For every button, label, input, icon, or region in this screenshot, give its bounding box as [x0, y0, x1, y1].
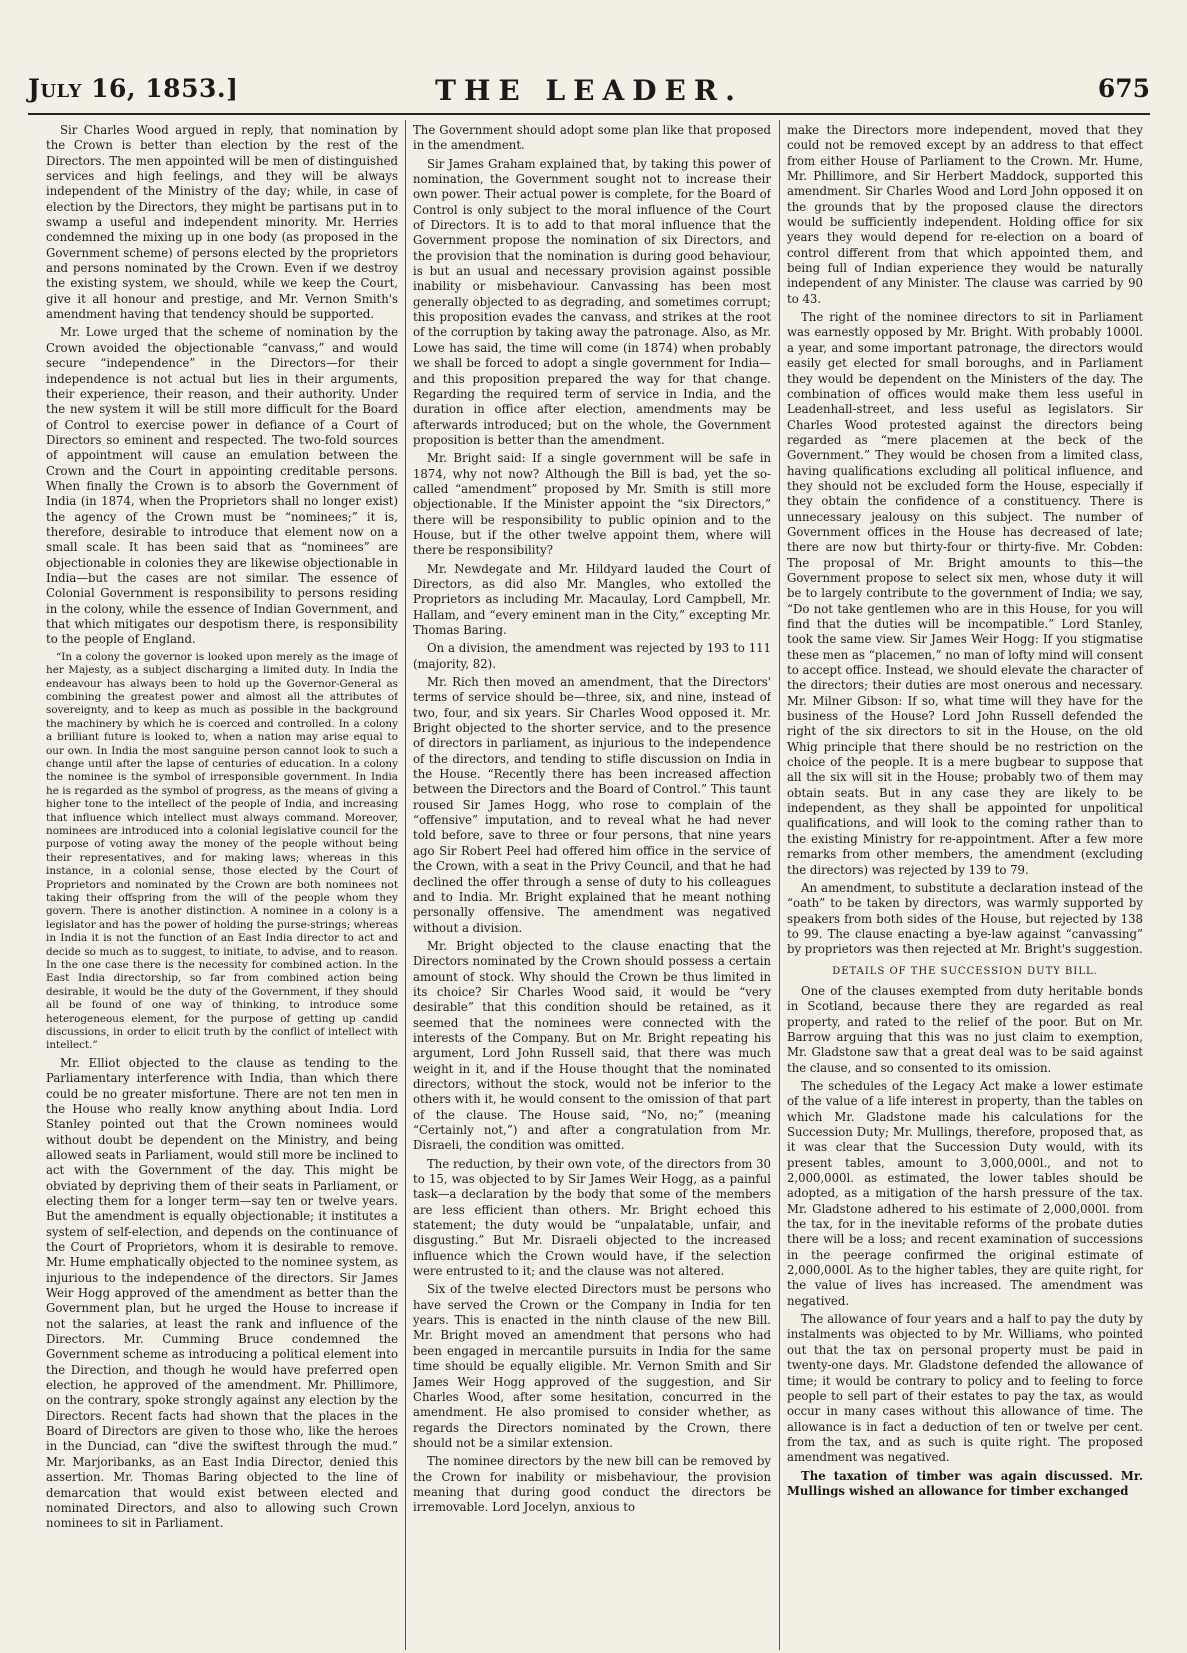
paragraph: The Government should adopt some plan like that proposed in the amendment. [413, 123, 771, 153]
issue-date: July 16, 1853.] [28, 74, 239, 103]
paragraph: The right of the nominee directors to sit in Parliament was earnestly opposed by Mr. Bright. With probably 1000l. a year, and some important patronage, the directors would easily get elected for small boroughs, and in Parliament they would be dependent on the Ministers of the day. The combination of offices would make them less useful in Leadenhall-street, and less useful as legislators. Sir Charles Wood protested against the directors being regarded as “mere placemen at the beck of the Government.” They would be chosen from a limited class, having qualifications excluding all political influence, and they should not be excluded form the House, especially if they obtain the confidence of a constituency. There is unnecessary jealousy on this subject. The number of Government offices in the House has decreased of late; there are now but thirty-four or thirty-five. Mr. Cobden: The proposal of Mr. Bright amounts to this—the Government propose to select six men, whose duty it will be to largely contribute to the government of India; we say, “Do not take gentlemen who are in this House, for you will find that the duties will be incompatible.” Lord Stanley, took the same view. Sir James Weir Hogg: If you stigmatise these men as “placemen,” no man of lofty mind will consent to accept office. Instead, we should elevate the character of the directors; their duties are most onerous and necessary. Mr. Milner Gibson: If so, what time will they have for the business of the House? Lord John Russell defended the right of the six directors to sit in the House, on the old Whig principle that there should be no restriction on the choice of the people. It is a mere bugbear to suppose that all the six will sit in the House; probably two of them may obtain seats. But in any case they are likely to be independent, as they shall be appointed for unpolitical qualifications, and will look to the coming rather than to the existing Ministry for re-appointment. After a few more remarks from other members, the amendment (excluding the directors) was rejected by 139 to 79. [787, 310, 1143, 877]
paragraph: Sir James Graham explained that, by taking this power of nomination, the Government sought not to increase their own power. Their actual power is complete, for the Board of Control is only subject to the moral influence of the Court of Directors. It is to add to that moral influence that the Government propose the nomination of six Directors, and the provision that the nomination is during good behaviour, is but an usual and necessary provision against possible inability or misbehaviour. Canvassing has been most generally objected to as degrading, and sometimes corrupt; this proposition evades the canvass, and strikes at the root of the corruption by taking away the patronage. Also, as Mr. Lowe has said, the time will come (in 1874) when probably we shall be forced to adopt a single government for India—and this proposition prepared the way for that change. Regarding the required term of service in India, and the duration in office after election, amendments may be afterwards introduced; but on the whole, the Government proposition is better than the amendment. [413, 156, 771, 447]
paragraph: The nominee directors by the new bill can be removed by the Crown for inability or misbehaviour, the provision meaning that during good conduct the directors be irremovable. Lord Jocelyn, anxious to [413, 1454, 771, 1515]
column-divider [405, 120, 406, 1650]
paragraph: Mr. Rich then moved an amendment, that the Directors' terms of service should be—three, six, and nine, instead of two, four, and six years. Sir Charles Wood opposed it. Mr. Bright objected to the shorter service, and to the presence of directors in parliament, as injurious to the independence of the directors, and tending to stifle discussion on India in the House. “Recently there has been increased affection between the Directors and the Board of Control.” This taunt roused Sir James Hogg, who rose to complain of the “offensive” imputation, and to reveal what he had never told before, save to three or four persons, that nine years ago Sir Robert Peel had offered him office in the service of the Crown, with a seat in the Privy Council, and that he had declined the offer through a sense of duty to his colleagues and to India. Mr. Bright explained that he meant nothing personally offensive. The amendment was negatived without a division. [413, 675, 771, 935]
paragraph: An amendment, to substitute a declaration instead of the “oath” to be taken by directors, was warmly supported by speakers from both sides of the House, but rejected by 138 to 99. The clause enacting a bye-law against “canvassing” by proprietors was then rejected at Mr. Bright's suggestion. [787, 880, 1143, 957]
paragraph: Six of the twelve elected Directors must be persons who have served the Crown or the Company in India for ten years. This is enacted in the ninth clause of the new Bill. Mr. Bright moved an amendment that persons who had been engaged in mercantile pursuits in India for the same time should be equally eligible. Mr. Vernon Smith and Sir James Weir Hogg approved of the suggestion, and Sir Charles Wood, after some hesitation, concurred in the amendment. He also promised to consider whether, as regards the Directors nominated by the Crown, there should not be a similar extension. [413, 1282, 771, 1450]
column-right [787, 123, 1143, 1643]
page-number: 675 [1097, 74, 1150, 103]
column-middle [413, 123, 771, 1643]
paragraph: Mr. Lowe urged that the scheme of nomination by the Crown avoided the objectionable “canvass,” and would secure “independence” in the Directors—for their independence is not actual but lies in their arguments, their experience, their reason, and their authority. Under the new system it will be still more difficult for the Board of Control to exercise power in defiance of a Court of Directors so eminent and respected. The two-fold sources of appointment will cause an emulation between the Crown and the Court in appointing creditable persons. When finally the Crown is to absorb the Government of India (in 1874, when the Proprietors shall no longer exist) the agency of the Crown must be “nominees;” it is, therefore, desirable to introduce that element now on a small scale. It has been said that as “nominees” are objectionable in colonies they are likewise objectionable in India—but the cases are not similar. The essence of Colonial Government is responsibility to persons residing in the colony, while the essence of Indian Government, and that which mitigates our despotism there, is responsibility to the people of England. [46, 325, 398, 647]
paragraph: Mr. Bright objected to the clause enacting that the Directors nominated by the Crown should possess a certain amount of stock. Why should the Crown be thus limited in its choice? Sir Charles Wood said, it would be “very desirable” that this condition should be retained, as it seemed that the nominees were connected with the interests of the Company. But on Mr. Bright repeating his argument, Lord John Russell said, that there was much weight in it, and if the House thought that the nominated directors, without the stock, would not be inferior to the others with it, he would consent to the omission of that part of the clause. The House said, “No, no;” (meaning “Certainly not,”) and after a congratulation from Mr. Disraeli, the condition was omitted. [413, 938, 771, 1153]
masthead [28, 70, 1150, 110]
paragraph: The schedules of the Legacy Act make a lower estimate of the value of a life interest in property, than the tables on which Mr. Gladstone made his calculations for the Succession Duty; Mr. Mullings, therefore, proposed that, as it was clear that the Succession Duty would, with its present tables, amount to 3,000,000l., and not to 2,000,000l. as estimated, the lower tables should be adopted, as a mitigation of the harsh pressure of the tax. Mr. Gladstone adhered to his estimate of 2,000,000l. from the tax, for in the inevitable reforms of the probate duties there will be a loss; and recent examination of successions in the peerage confirmed the original estimate of 2,000,000l. As to the higher tables, they are quite right, for the value of lives has increased. The amendment was negatived. [787, 1078, 1143, 1308]
paragraph: Mr. Elliot objected to the clause as tending to the Parliamentary interference with India, than which there could be no greater misfortune. There are not ten men in the House who really know anything about India. Lord Stanley pointed out that the Crown nominees would without doubt be dependent on the Ministry, and being allowed seats in Parliament, would still more be inclined to act with the Government of the day. This might be obviated by depriving them of their seats in Parliament, or electing them for a longer term—say ten or twelve years. But the amendment is equally objectionable; it institutes a system of self-election, and depends on the continuance of the Court of Proprietors, whom it is desirable to remove. Mr. Hume emphatically objected to the nominee system, as injurious to the independence of the directors. Sir James Weir Hogg approved of the amendment as better than the Government plan, but he urged the House to increase if not the salaries, at least the rank and influence of the Directors. Mr. Cumming Bruce condemned the Government scheme as introducing a political element into the Direction, and though he would have preferred open election, he approved of the amendment. Mr. Phillimore, on the contrary, spoke strongly against any election by the Directors. Recent facts had shown that the places in the Board of Directors are given to those who, like the heroes in the Dunciad, can “dive the swiftest through the mud.” Mr. Marjoribanks, as an East India Director, denied this assertion. Mr. Thomas Baring objected to the line of demarcation that would exist between elected and nominated Directors, and also to allowing such Crown nominees to sit in Parliament. [46, 1055, 398, 1531]
paragraph: Mr. Bright said: If a single government will be safe in 1874, why not now? Although the Bill is bad, yet the so-called “amendment” proposed by Mr. Smith is still more objectionable. If the Minister appoint the “six Directors,” there will be responsibility to public opinion and to the House, but if the other twelve appoint them, where will there be responsibility? [413, 451, 771, 558]
column-left [46, 123, 398, 1643]
paragraph: One of the clauses exempted from duty heritable bonds in Scotland, because there they are regarded as real property, and rated to the relief of the poor. But on Mr. Barrow arguing that this was no just claim to exemption, Mr. Gladstone saw that a great deal was to be said against the clause, and so consented to its omission. [787, 983, 1143, 1075]
header-rule [28, 113, 1150, 115]
quoted-speech: “In a colony the governor is looked upon merely as the image of her Majesty, as a subject discharging a limited duty. In India the endeavour has always been to hold up the Governor-General as combining the greatest power and almost all the attributes of sovereignty, and to keep as much as possible in the background the machinery by which he is coerced and controlled. In a colony a brilliant future is looked to, when a nation may arise equal to our own. In India the most sanguine person cannot look to such a change until after the lapse of centuries of education. In a colony the nominee is the symbol of irresponsible government. In India he is regarded as the symbol of progress, as the means of giving a higher tone to the intellect of the people of India, and increasing that influence which intellect must always command. Moreover, nominees are introduced into a colonial legislative council for the purpose of voting away the money of the people without being their representatives, and for making laws; whereas in this instance, in a colonial sense, those elected by the Court of Proprietors and nominated by the Crown are both nominees not taking their offspring from the will of the people whom they govern. There is another distinction. A nominee in a colony is a legislator and has the power of holding the purse-strings; whereas in India it is not the function of an East India director to act and decide so much as to suggest, to initiate, to advise, and to reason. In the one case there is the necessity for combined action. In the East India directorship, so far from combined action being desirable, it would be the duty of the Government, if they should all be found of one way of thinking, to introduce some heterogeneous element, for the purpose of getting up candid discussions, in order to elicit truth by the conflict of intellect with intellect.” [46, 650, 398, 1052]
paragraph: make the Directors more independent, moved that they could not be removed except by an address to that effect from either House of Parliament to the Crown. Mr. Hume, Mr. Phillimore, and Sir Herbert Maddock, supported this amendment. Sir Charles Wood and Lord John opposed it on the grounds that by the proposed clause the directors would be sufficiently independent. Holding office for six years they would depend for re-election on a board of control different from that which appointed them, and being full of Indian experience they would be naturally independent of any Minister. The clause was carried by 90 to 43. [787, 123, 1143, 306]
paragraph: Mr. Newdegate and Mr. Hildyard lauded the Court of Directors, as did also Mr. Mangles, who extolled the Proprietors as including Mr. Macaulay, Lord Campbell, Mr. Hallam, and “every eminent man in the City,” excepting Mr. Thomas Baring. [413, 561, 771, 637]
paragraph: The taxation of timber was again discussed. Mr. Mullings wished an allowance for timber exchanged [787, 1468, 1143, 1498]
newspaper-title: THE LEADER. [435, 74, 743, 107]
paragraph: Sir Charles Wood argued in reply, that nomination by the Crown is better than election by the rest of the Directors. The men appointed will be men of distinguished services and high feelings, and they will be always independent of the Ministry of the day; while, in case of election by the Directors, they might be partisans put in to swamp a useful and independent minority. Mr. Herries condemned the mixing up in one body (as proposed in the Government scheme) of persons elected by the proprietors and persons nominated by the Crown. Even if we destroy the existing system, we should, while we keep the Court, give it all honour and prestige, and Mr. Vernon Smith's amendment having that tendency should be supported. [46, 123, 398, 322]
paragraph: On a division, the amendment was rejected by 193 to 111 (majority, 82). [413, 641, 771, 671]
paragraph: The reduction, by their own vote, of the directors from 30 to 15, was objected to by Sir James Weir Hogg, as a painful task—a declaration by the body that some of the members are less efficient than others. Mr. Bright echoed this statement; the duty would be “unpalatable, unfair, and disgusting.” But Mr. Disraeli objected to the increased influence which the Crown would have, if the selection were entrusted to it; and the clause was not altered. [413, 1156, 771, 1279]
paragraph: The allowance of four years and a half to pay the duty by instalments was objected to by Mr. Williams, who pointed out that the tax on personal property must be paid in twenty-one days. Mr. Gladstone defended the allowance of time; it would be contrary to policy and to feeling to force people to sell part of their estates to pay the tax, as would occur in many cases without this allowance of time. The allowance is in fact a deduction of ten or twelve per cent. from the tax, and as such is quite right. The proposed amendment was negatived. [787, 1312, 1143, 1465]
column-divider [779, 120, 780, 1650]
section-heading: DETAILS OF THE SUCCESSION DUTY BILL. [832, 965, 1098, 977]
